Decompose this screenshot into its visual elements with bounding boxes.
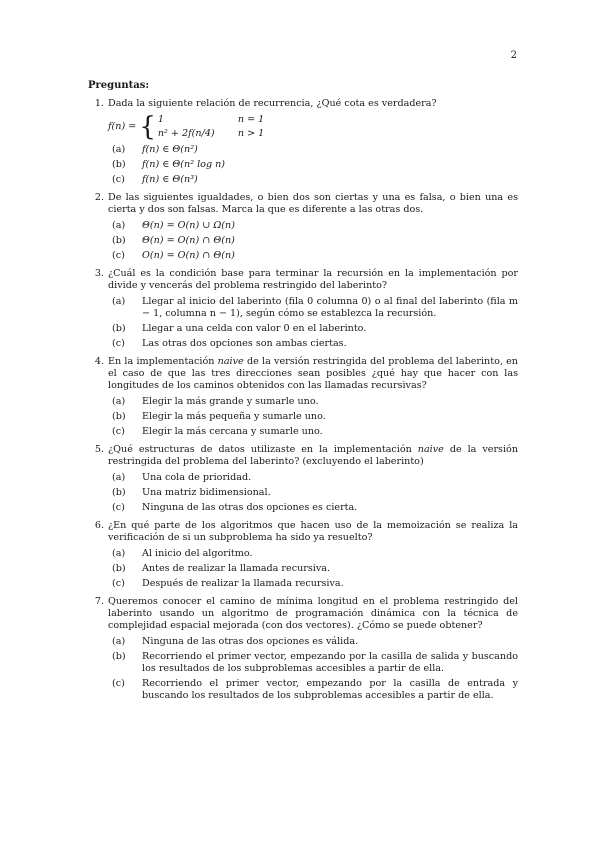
option-text: Una matriz bidimensional. <box>142 487 271 498</box>
option-label: (b) <box>112 159 126 170</box>
option-b[interactable] <box>108 563 518 575</box>
option-label: (c) <box>112 578 125 589</box>
option-text: O(n) = O(n) ∩ Θ(n) <box>142 250 235 261</box>
option-text: f(n) ∈ Θ(n²) <box>142 144 198 155</box>
question-number: 5. <box>94 444 104 455</box>
option-text: Llegar al inicio del laberinto (fila 0 columna 0) o al final del laberinto (fila m − 1, columna n − 1), según cómo se establezca la recursión. <box>142 296 518 319</box>
option-label: (b) <box>112 411 126 422</box>
question-text <box>108 444 518 468</box>
option-label: (c) <box>112 426 125 437</box>
formula-lhs: f(n) = <box>108 121 137 132</box>
option-text: Θ(n) = O(n) ∪ Ω(n) <box>142 220 235 231</box>
option-label: (b) <box>112 323 126 334</box>
option-label: (a) <box>112 396 126 407</box>
question-6 <box>88 520 518 590</box>
option-label: (a) <box>112 472 126 483</box>
option-label: (c) <box>112 338 125 349</box>
question-text: De las siguientes igualdades, o bien dos son ciertas y una es falsa, o bien una es cierta y dos son falsas. Marca la que es diferente a las otras dos. <box>108 192 518 215</box>
option-label: (a) <box>112 220 126 231</box>
option-label: (c) <box>112 502 125 513</box>
question-1 <box>88 98 518 186</box>
option-label: (a) <box>112 144 126 155</box>
emphasis-word: naive <box>417 444 444 455</box>
option-text: Ninguna de las otras dos opciones es válida. <box>142 636 359 647</box>
question-number: 7. <box>94 596 104 607</box>
case-value: 1 <box>157 114 164 125</box>
option-label: (b) <box>112 235 126 246</box>
case-value: n² + 2f(n/4) <box>157 128 215 139</box>
option-text: Ninguna de las otras dos opciones es cierta. <box>142 502 358 513</box>
option-b[interactable] <box>108 235 518 247</box>
question-3 <box>88 268 518 350</box>
option-label: (a) <box>112 548 126 559</box>
question-number: 2. <box>94 192 104 203</box>
case-condition: n = 1 <box>237 114 265 125</box>
page-number: 2 <box>510 50 517 61</box>
question-number: 1. <box>94 98 104 109</box>
option-c[interactable] <box>108 578 518 590</box>
option-c[interactable] <box>108 174 518 186</box>
option-text: Llegar a una celda con valor 0 en el laberinto. <box>142 323 367 334</box>
option-text: Elegir la más cercana y sumarle uno. <box>142 426 323 437</box>
option-text: Antes de realizar la llamada recursiva. <box>142 563 331 574</box>
option-b[interactable] <box>108 487 518 499</box>
option-a[interactable] <box>108 396 518 408</box>
option-label: (a) <box>112 636 126 647</box>
option-label: (a) <box>112 296 126 307</box>
option-b[interactable] <box>108 323 518 335</box>
question-text-part: ¿Qué estructuras de datos utilizaste en la implementación <box>108 444 418 455</box>
option-a[interactable] <box>108 220 518 232</box>
option-a[interactable] <box>108 548 518 560</box>
question-text: ¿En qué parte de los algoritmos que hacen uso de la memoización se realiza la verificación de si un subproblema ha sido ya resuelto? <box>108 520 518 543</box>
option-b[interactable] <box>108 159 518 171</box>
option-b[interactable] <box>108 651 518 675</box>
option-a[interactable] <box>108 296 518 320</box>
emphasis-word: naive <box>217 356 244 367</box>
option-text: Al inicio del algoritmo. <box>142 548 253 559</box>
option-label: (c) <box>112 174 125 185</box>
brace-symbol: { <box>139 112 156 142</box>
question-number: 6. <box>94 520 104 531</box>
option-text: Recorriendo el primer vector, empezando por la casilla de salida y buscando los resultados de los subproblemas accesibles a partir de ella. <box>142 651 518 674</box>
question-text: Queremos conocer el camino de mínima longitud en el problema restringido del laberinto usando un algoritmo de programación dinámica con la técnica de complejidad espacial mejorada (con dos vectores). ¿Cómo se puede obtener? <box>108 596 518 631</box>
formula-cases <box>158 114 264 140</box>
option-text: Elegir la más pequeña y sumarle uno. <box>142 411 326 422</box>
option-label: (b) <box>112 563 126 574</box>
option-text: Las otras dos opciones son ambas ciertas. <box>142 338 347 349</box>
option-c[interactable] <box>108 678 518 702</box>
exam-content <box>88 80 518 702</box>
option-label: (c) <box>112 250 125 261</box>
section-heading: Preguntas: <box>88 80 150 91</box>
option-text: Recorriendo el primer vector, empezando por la casilla de entrada y buscando los resultados de los subproblemas accesibles a partir de ella. <box>142 678 518 701</box>
option-a[interactable] <box>108 636 518 648</box>
question-text-part: En la implementación <box>108 356 218 367</box>
option-a[interactable] <box>108 472 518 484</box>
question-number: 3. <box>94 268 104 279</box>
option-c[interactable] <box>108 502 518 514</box>
question-5 <box>88 444 518 514</box>
option-b[interactable] <box>108 411 518 423</box>
question-text-part: de la versión restringida del problema del laberinto, en el caso de que las tres direcciones sean posibles ¿qué hay que hacer con las longitudes de los caminos obtenidos con las llamadas recursivas? <box>108 356 518 391</box>
option-text: Elegir la más grande y sumarle uno. <box>142 396 319 407</box>
option-label: (b) <box>112 651 126 662</box>
question-text-part: de la versión restringida del problema del laberinto? (excluyendo el laberinto) <box>108 444 518 467</box>
option-c[interactable] <box>108 250 518 262</box>
question-4 <box>88 356 518 438</box>
option-text: Una cola de prioridad. <box>142 472 252 483</box>
question-7 <box>88 596 518 702</box>
option-c[interactable] <box>108 338 518 350</box>
option-c[interactable] <box>108 426 518 438</box>
question-text <box>108 356 518 392</box>
option-label: (b) <box>112 487 126 498</box>
question-text: Dada la siguiente relación de recurrencia, ¿Qué cota es verdadera? <box>108 98 437 109</box>
option-text: f(n) ∈ Θ(n² log n) <box>142 159 226 170</box>
case-condition: n > 1 <box>237 128 265 139</box>
question-2 <box>88 192 518 262</box>
question-text: ¿Cuál es la condición base para terminar la recursión en la implementación por divide y vencerás del problema restringido del laberinto? <box>108 268 518 291</box>
option-text: Θ(n) = O(n) ∩ Θ(n) <box>142 235 235 246</box>
option-a[interactable] <box>108 144 518 156</box>
question-number: 4. <box>94 356 104 367</box>
option-label: (c) <box>112 678 125 689</box>
option-text: Después de realizar la llamada recursiva. <box>142 578 344 589</box>
recurrence-formula <box>108 114 518 140</box>
option-text: f(n) ∈ Θ(n³) <box>142 174 198 185</box>
